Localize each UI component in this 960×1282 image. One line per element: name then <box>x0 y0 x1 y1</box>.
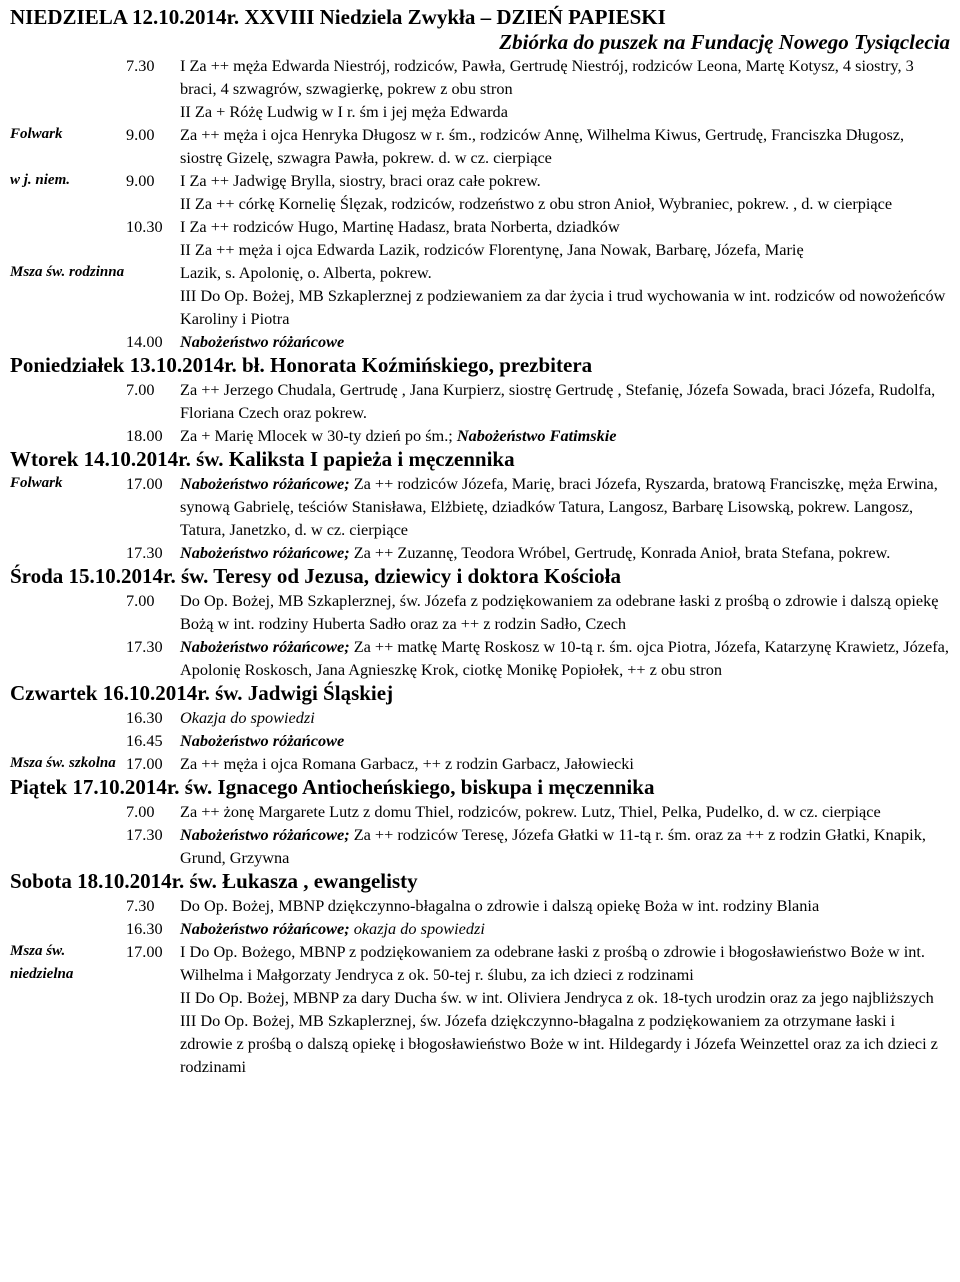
intention-text <box>176 100 950 123</box>
place-label <box>10 917 126 940</box>
mass-entry <box>10 986 950 1009</box>
mass-time: 7.30 <box>126 56 155 75</box>
mass-time: 10.30 <box>126 217 163 236</box>
day-title: Sobota 18.10.2014r. św. Łukasza , ewangelisty <box>10 869 418 893</box>
intention-body: III Do Op. Bożej, MB Szkaplerznej, św. Józefa dziękczynno-błagalna z podziękowaniem za otrzymane łaski i zdrowie z prośbą o dalszą opiekę i błogosławieństwo Boże w int. Hildegardy i Józefa Weinzettel oraz za ich dzieci z rodzinami <box>180 1011 938 1076</box>
intention-text <box>176 589 950 635</box>
intention-text <box>176 215 950 238</box>
day-section <box>10 353 950 447</box>
place-label: Msza św. niedzielna <box>10 943 74 982</box>
mass-entry <box>10 284 950 330</box>
intention-body: Za ++ męża i ojca Henryka Długosz w r. śm., rodziców Annę, Wilhelma Kiwus, Gertrudę, Franciszka Długosz, siostrę Gizelę, szwagra Pawła, pokrew. d. w cz. cierpiące <box>180 125 905 167</box>
mass-time: 7.00 <box>126 802 155 821</box>
service-name: Nabożeństwo różańcowe <box>180 332 345 351</box>
mass-entry <box>10 752 950 775</box>
service-name: Nabożeństwo Fatimskie <box>456 426 617 445</box>
mass-entry <box>10 589 950 635</box>
place-label <box>10 589 126 635</box>
intention-text <box>176 123 950 169</box>
intention-text <box>176 635 950 681</box>
service-note: okazja do spowiedzi <box>349 919 485 938</box>
intention-text <box>176 330 950 353</box>
mass-entry <box>10 330 950 353</box>
intention-text <box>176 541 950 564</box>
mass-entry <box>10 729 950 752</box>
intention-body: Lazik, s. Apolonię, o. Alberta, pokrew. <box>180 263 432 282</box>
intention-text <box>176 54 950 100</box>
mass-time <box>126 238 176 261</box>
intention-body: Za ++ rodziców Józefa, Marię, braci Józefa, Ryszarda, bratową Franciszkę, męża Erwina, synową Gabrielę, teściów Stanisława, Elżbietę, dziadków Tatura, Langosz, Barbarę Lisowską, pokrew. Langosz, Tatura, Janetzko, d. w cz. cierpiące <box>180 474 938 539</box>
document <box>0 5 960 1078</box>
place-label <box>10 894 126 917</box>
place-label <box>10 1009 126 1078</box>
service-name: Nabożeństwo różańcowe; <box>180 919 350 938</box>
mass-entry <box>10 378 950 424</box>
mass-time: 14.00 <box>126 332 163 351</box>
intention-text <box>176 752 950 775</box>
intention-text <box>176 284 950 330</box>
place-label: Folwark <box>10 126 63 142</box>
day-section <box>10 5 950 353</box>
service-note: Okazja do spowiedzi <box>180 708 315 727</box>
intention-text <box>176 706 950 729</box>
mass-time <box>126 986 176 1009</box>
mass-time: 17.00 <box>126 942 163 961</box>
place-label <box>10 729 126 752</box>
day-section <box>10 447 950 564</box>
intention-body: Za + Marię Mlocek w 30-ty dzień po śm.; <box>180 426 457 445</box>
place-label <box>10 238 126 261</box>
day-title: Wtorek 14.10.2014r. św. Kaliksta I papieża i męczennika <box>10 447 515 471</box>
place-label <box>10 284 126 330</box>
service-name: Nabożeństwo różańcowe <box>180 731 345 750</box>
intention-body: Za ++ Zuzannę, Teodora Wróbel, Gertrudę, Konrada Anioł, brata Stefana, pokrew. <box>349 543 891 562</box>
mass-entry <box>10 169 950 192</box>
mass-entry <box>10 238 950 261</box>
intention-text <box>176 823 950 869</box>
mass-time <box>126 284 176 330</box>
intention-text <box>176 986 950 1009</box>
intention-body: Za ++ matkę Martę Roskosz w 10-tą r. śm. ojca Piotra, Józefa, Katarzynę Krawietz, Józefa, Apolonię Roskosch, Jana Agnieszkę Krok, ciotkę Monikę Popiołek, ++ z obu stron <box>180 637 949 679</box>
day-section <box>10 564 950 681</box>
place-label <box>10 54 126 100</box>
mass-entry <box>10 635 950 681</box>
mass-time: 7.00 <box>126 380 155 399</box>
intention-body: Do Op. Bożej, MBNP dziękczynno-błagalna o zdrowie i dalszą opiekę Boża w int. rodziny Blania <box>180 896 820 915</box>
day-title: Poniedziałek 13.10.2014r. bł. Honorata Koźmińskiego, prezbitera <box>10 353 593 377</box>
mass-time <box>126 100 176 123</box>
intention-body: II Za ++ męża i ojca Edwarda Lazik, rodziców Florentynę, Jana Nowak, Barbarę, Józefa, Marię <box>180 240 804 259</box>
intention-text <box>176 378 950 424</box>
place-label <box>10 635 126 681</box>
place-label <box>10 192 126 215</box>
mass-entry <box>10 917 950 940</box>
mass-entry <box>10 940 950 986</box>
intention-body: Za ++ Jerzego Chudala, Gertrudę , Jana Kurpierz, siostrę Gertrudę , Stefanię, Józefa Sowada, braci Józefa, Rudolfa, Floriana Czech oraz pokrew. <box>180 380 936 422</box>
day-title: Czwartek 16.10.2014r. św. Jadwigi Śląskiej <box>10 681 394 705</box>
mass-time: 9.00 <box>126 171 155 190</box>
place-label <box>10 378 126 424</box>
mass-time: 16.45 <box>126 731 163 750</box>
mass-entry <box>10 800 950 823</box>
mass-entry <box>10 706 950 729</box>
day-section <box>10 775 950 869</box>
mass-time: 18.00 <box>126 426 163 445</box>
day-section <box>10 869 950 1078</box>
mass-entry <box>10 823 950 869</box>
mass-entry <box>10 54 950 100</box>
intention-body: I Za ++ męża Edwarda Niestrój, rodziców, Pawła, Gertrudę Niestrój, rodziców Leona, Martę Kotysz, 4 siostry, 3 braci, 4 szwagrów, szwagierkę, pokrew z obu stron <box>180 56 914 98</box>
intention-body: I Za ++ rodziców Hugo, Martinę Hadasz, brata Norberta, dziadków <box>180 217 620 236</box>
service-name: Nabożeństwo różańcowe; <box>180 474 350 493</box>
service-name: Nabożeństwo różańcowe; <box>180 543 350 562</box>
mass-time: 16.30 <box>126 919 163 938</box>
intention-text <box>176 894 950 917</box>
mass-entry <box>10 123 950 169</box>
mass-entry <box>10 541 950 564</box>
intention-body: Za ++ żonę Margarete Lutz z domu Thiel, rodziców, pokrew. Lutz, Thiel, Pelka, Pudelko, d. w cz. cierpiące <box>180 802 881 821</box>
mass-entry <box>10 1009 950 1078</box>
intention-text <box>176 940 950 986</box>
mass-time: 17.00 <box>126 754 163 773</box>
mass-time: 7.00 <box>126 591 155 610</box>
mass-time: 9.00 <box>126 125 155 144</box>
intention-text <box>176 261 950 284</box>
intention-body: Do Op. Bożej, MB Szkaplerznej, św. Józefa z podziękowaniem za odebrane łaski z prośbą o zdrowie i dalszą opiekę Bożą w int. rodziny Huberta Sadło oraz za ++ z rodzin Sadło, Czech <box>180 591 939 633</box>
intention-body: III Do Op. Bożej, MB Szkaplerznej z podziewaniem za dar życia i trud wychowania w int. rodziców od nowożeńców Karoliny i Piotra <box>180 286 946 328</box>
intention-body: II Do Op. Bożej, MBNP za dary Ducha św. w int. Oliviera Jendryca z ok. 18-tych urodzin oraz za jego najbliższych <box>180 988 934 1007</box>
place-label: Msza św. rodzinna <box>10 264 125 280</box>
day-title: NIEDZIELA 12.10.2014r. XXVIII Niedziela Zwykła – DZIEŃ PAPIESKI <box>10 5 666 29</box>
intention-text <box>176 800 950 823</box>
mass-entry <box>10 894 950 917</box>
intention-text <box>176 424 950 447</box>
day-title: Środa 15.10.2014r. św. Teresy od Jezusa, dziewicy i doktora Kościoła <box>10 564 621 588</box>
place-label <box>10 986 126 1009</box>
intention-body: II Za ++ córkę Kornelię Ślęzak, rodziców, rodzeństwo z obu stron Anioł, Wybraniec, pokrew. , d. w cierpiące <box>180 194 893 213</box>
intention-text <box>176 917 950 940</box>
intention-body: I Do Op. Bożego, MBNP z podziękowaniem za odebrane łaski z prośbą o zdrowie i błogosławieństwo Boże w int. Wilhelma i Małgorzaty Jendryca z ok. 50-tej r. ślubu, za ich dzieci z rodzinami <box>180 942 925 984</box>
mass-time: 16.30 <box>126 708 163 727</box>
mass-time: 17.00 <box>126 474 163 493</box>
intention-text <box>176 472 950 541</box>
place-label: Folwark <box>10 475 63 491</box>
day-section <box>10 681 950 775</box>
place-label <box>10 100 126 123</box>
mass-entry <box>10 215 950 238</box>
mass-entry <box>10 472 950 541</box>
service-name: Nabożeństwo różańcowe; <box>180 825 350 844</box>
intention-text <box>176 238 950 261</box>
mass-time: 17.30 <box>126 637 163 656</box>
place-label <box>10 706 126 729</box>
service-name: Nabożeństwo różańcowe; <box>180 637 350 656</box>
place-label <box>10 800 126 823</box>
intention-text <box>176 1009 950 1078</box>
mass-time: 7.30 <box>126 896 155 915</box>
mass-entry <box>10 192 950 215</box>
place-label <box>10 330 126 353</box>
mass-time: 17.30 <box>126 825 163 844</box>
place-label <box>10 424 126 447</box>
day-title: Piątek 17.10.2014r. św. Ignacego Antiocheńskiego, biskupa i męczennika <box>10 775 655 799</box>
mass-time <box>126 192 176 215</box>
mass-time: 17.30 <box>126 543 163 562</box>
intention-text <box>176 192 950 215</box>
place-label: Msza św. szkolna <box>10 755 116 771</box>
mass-time <box>126 1009 176 1078</box>
mass-time <box>126 261 176 284</box>
day-subtitle: Zbiórka do puszek na Fundację Nowego Tysiąclecia <box>499 30 950 54</box>
intention-body: Za ++ męża i ojca Romana Garbacz, ++ z rodzin Garbacz, Jałowiecki <box>180 754 634 773</box>
mass-entry <box>10 261 950 284</box>
intention-body: II Za + Różę Ludwig w I r. śm i jej męża Edwarda <box>180 102 508 121</box>
place-label <box>10 823 126 869</box>
mass-entry <box>10 424 950 447</box>
intention-body: Za ++ rodziców Teresę, Józefa Głatki w 11-tą r. śm. oraz za ++ z rodzin Głatki, Knapik, Grund, Grzywna <box>180 825 926 867</box>
place-label <box>10 215 126 238</box>
place-label: w j. niem. <box>10 172 71 188</box>
intention-text <box>176 169 950 192</box>
intention-text <box>176 729 950 752</box>
intention-body: I Za ++ Jadwigę Brylla, siostry, braci oraz całe pokrew. <box>180 171 541 190</box>
mass-entry <box>10 100 950 123</box>
place-label <box>10 541 126 564</box>
